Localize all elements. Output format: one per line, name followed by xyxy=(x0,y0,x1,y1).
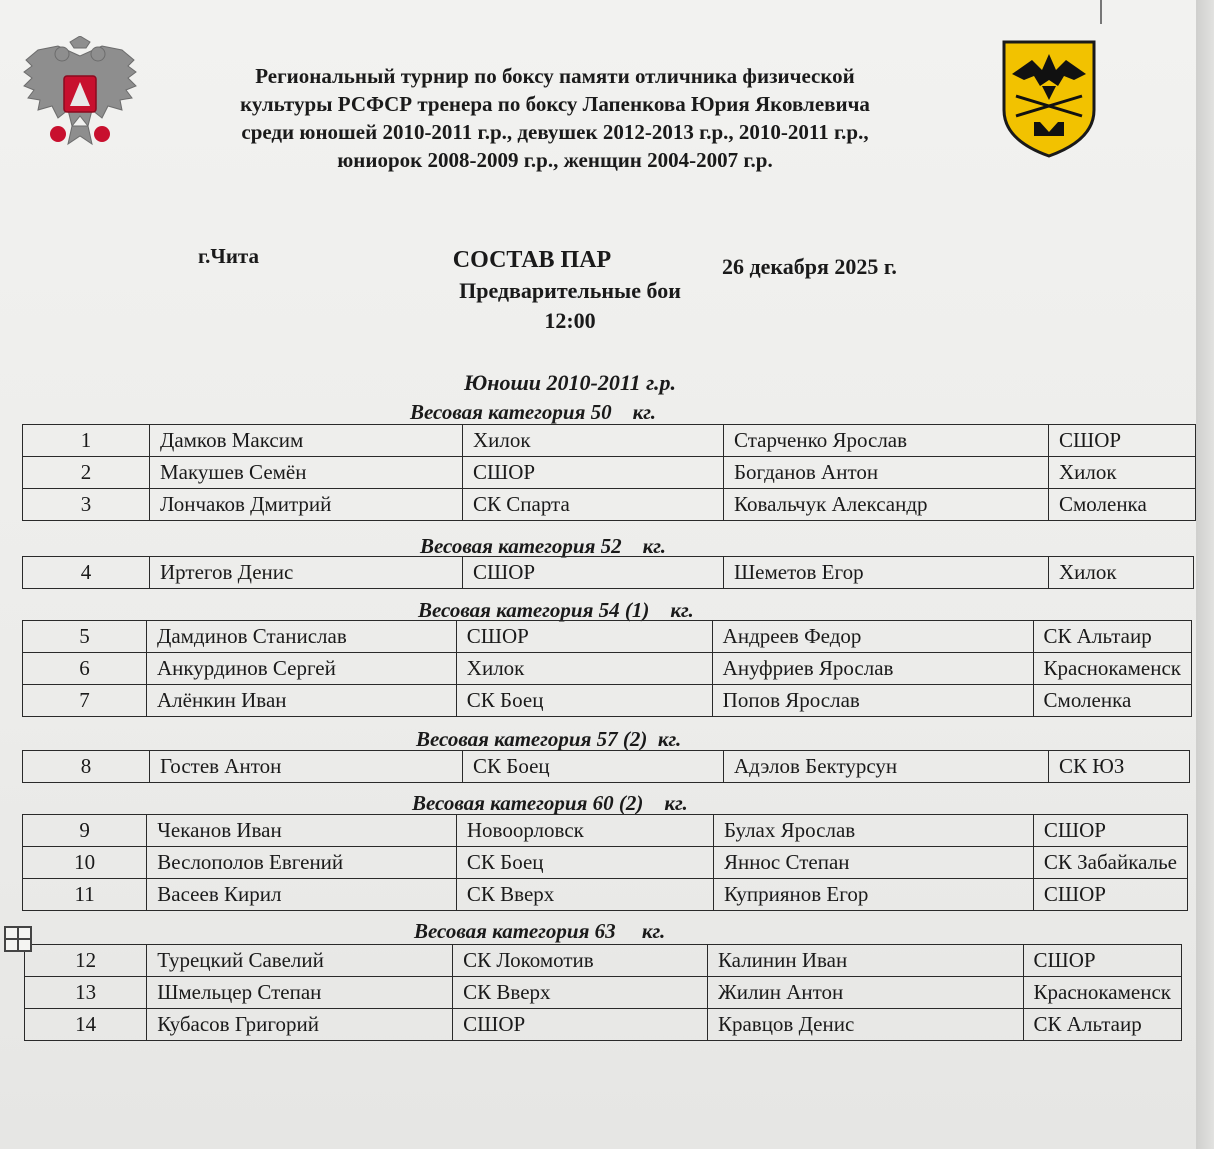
boxer-red-name: Лончаков Дмитрий xyxy=(150,489,463,521)
boxer-red-name: Шмельцер Степан xyxy=(147,977,453,1009)
boxer-red-club: СК Боец xyxy=(456,847,713,879)
title-line: юниорок 2008-2009 г.р., женщин 2004-2007 г.р. xyxy=(337,148,773,172)
boxer-red-name: Чеканов Иван xyxy=(147,815,457,847)
table-row xyxy=(23,815,1188,847)
boxer-red-club: СШОР xyxy=(456,621,712,653)
pair-number: 5 xyxy=(23,621,147,653)
boxer-red-name: Веслополов Евгений xyxy=(147,847,457,879)
table-row xyxy=(23,557,1194,589)
pairs-table xyxy=(22,814,1188,911)
pair-number: 12 xyxy=(25,945,147,977)
boxer-blue-name: Янноc Степан xyxy=(713,847,1033,879)
boxer-blue-name: Жилин Антон xyxy=(707,977,1023,1009)
pairs-table xyxy=(22,620,1192,717)
page-edge xyxy=(1196,0,1214,1149)
boxer-blue-name: Попов Ярослав xyxy=(712,685,1033,717)
group-title: Юноши 2010-2011 г.р. xyxy=(464,370,676,395)
boxer-red-club: СК Боец xyxy=(456,685,712,717)
boxer-red-name: Турецкий Савелий xyxy=(147,945,453,977)
boxer-red-name: Анкурдинов Сергей xyxy=(147,653,457,685)
boxer-blue-name: Ануфриев Ярослав xyxy=(712,653,1033,685)
title-line: Региональный турнир по боксу памяти отличника физической xyxy=(255,64,855,88)
boxer-red-club: СК Вверх xyxy=(453,977,708,1009)
boxer-red-club: Хилок xyxy=(456,653,712,685)
boxer-red-club: Хилок xyxy=(463,425,724,457)
title-line: среди юношей 2010-2011 г.р., девушек 2012-2013 г.р., 2010-2011 г.р., xyxy=(241,120,869,144)
boxer-blue-club: Краснокаменск xyxy=(1033,653,1191,685)
boxer-red-club: СК Спарта xyxy=(463,489,724,521)
table-row xyxy=(23,685,1192,717)
pair-number: 2 xyxy=(23,457,150,489)
boxer-blue-name: Куприянов Егор xyxy=(713,879,1033,911)
boxer-blue-club: СК Альтаир xyxy=(1033,621,1191,653)
boxer-red-name: Алёнкин Иван xyxy=(147,685,457,717)
pair-number: 14 xyxy=(25,1009,147,1041)
boxer-red-name: Кубасов Григорий xyxy=(147,1009,453,1041)
boxer-blue-club: СШОР xyxy=(1049,425,1196,457)
boxer-red-club: СШОР xyxy=(453,1009,708,1041)
boxer-blue-club: Смоленка xyxy=(1049,489,1196,521)
boxer-blue-name: Богданов Антон xyxy=(724,457,1049,489)
table-row xyxy=(23,457,1196,489)
pair-number: 8 xyxy=(23,751,150,783)
boxer-blue-name: Калинин Иван xyxy=(707,945,1023,977)
table-row xyxy=(23,489,1196,521)
boxer-red-name: Васеев Кирил xyxy=(147,879,457,911)
city: г.Чита xyxy=(198,244,260,268)
boxer-blue-club: СК Альтаир xyxy=(1023,1009,1181,1041)
table-row xyxy=(23,653,1192,685)
weight-category-title: Весовая категория 54 (1) кг. xyxy=(418,598,694,622)
weight-category-title: Весовая категория 57 (2) кг. xyxy=(416,727,682,751)
pairs-table xyxy=(22,424,1196,521)
pairs-table xyxy=(22,750,1190,783)
table-row xyxy=(25,945,1182,977)
boxer-blue-club: СК Забайкалье xyxy=(1033,847,1187,879)
heading-block xyxy=(400,244,740,336)
text-cursor xyxy=(1100,0,1102,24)
pair-number: 3 xyxy=(23,489,150,521)
subheading: Предварительные бои xyxy=(459,278,681,303)
boxer-red-club: СК Боец xyxy=(463,751,724,783)
pair-number: 9 xyxy=(23,815,147,847)
boxer-blue-name: Андреев Федор xyxy=(712,621,1033,653)
boxer-blue-club: СШОР xyxy=(1023,945,1181,977)
pair-number: 11 xyxy=(23,879,147,911)
boxer-blue-club: Хилок xyxy=(1049,457,1196,489)
event-date: 26 декабря 2025 г. xyxy=(722,254,897,279)
boxer-red-club: СК Вверх xyxy=(456,879,713,911)
boxer-blue-name: Шеметов Егор xyxy=(724,557,1049,589)
boxer-red-club: СК Локомотив xyxy=(453,945,708,977)
boxer-blue-club: Смоленка xyxy=(1033,685,1191,717)
boxer-blue-name: Ковальчук Александр xyxy=(724,489,1049,521)
heading: СОСТАВ ПАР xyxy=(452,247,612,273)
boxer-red-name: Дамков Максим xyxy=(150,425,463,457)
table-row xyxy=(25,977,1182,1009)
pair-number: 10 xyxy=(23,847,147,879)
table-row xyxy=(23,847,1188,879)
pair-number: 7 xyxy=(23,685,147,717)
boxer-blue-club: СШОР xyxy=(1033,879,1187,911)
eagle-emblem-icon xyxy=(18,36,142,154)
weight-category-title: Весовая категория 52 кг. xyxy=(420,534,667,558)
boxer-blue-name: Кравцов Денис xyxy=(707,1009,1023,1041)
boxer-red-name: Гостев Антон xyxy=(150,751,463,783)
boxer-red-club: СШОР xyxy=(463,557,724,589)
table-move-handle-icon[interactable] xyxy=(4,926,32,952)
weight-category-title: Весовая категория 50 кг. xyxy=(410,400,657,424)
boxer-red-name: Иртегов Денис xyxy=(150,557,463,589)
title-line: культуры РСФСР тренера по боксу Лапенкова Юрия Яковлевича xyxy=(240,92,870,116)
pairs-table xyxy=(22,556,1194,589)
weight-category-title: Весовая категория 60 (2) кг. xyxy=(412,791,688,815)
table-row xyxy=(23,621,1192,653)
boxer-red-name: Дамдинов Станислав xyxy=(147,621,457,653)
boxer-red-club: Новоорловск xyxy=(456,815,713,847)
pair-number: 6 xyxy=(23,653,147,685)
table-row xyxy=(23,879,1188,911)
pair-number: 4 xyxy=(23,557,150,589)
boxer-blue-name: Старченко Ярослав xyxy=(724,425,1049,457)
boxer-blue-club: Краснокаменск xyxy=(1023,977,1181,1009)
boxer-blue-club: Хилок xyxy=(1049,557,1194,589)
pairs-table xyxy=(24,944,1182,1041)
pair-number: 1 xyxy=(23,425,150,457)
boxer-red-club: СШОР xyxy=(463,457,724,489)
boxer-blue-name: Булах Ярослав xyxy=(713,815,1033,847)
table-row xyxy=(23,751,1190,783)
coat-of-arms-icon xyxy=(1002,40,1096,158)
boxer-blue-club: СК ЮЗ xyxy=(1049,751,1190,783)
boxer-blue-club: СШОР xyxy=(1033,815,1187,847)
boxer-blue-name: Адэлов Бектурсун xyxy=(724,751,1049,783)
pair-number: 13 xyxy=(25,977,147,1009)
start-time: 12:00 xyxy=(544,308,596,333)
table-row xyxy=(25,1009,1182,1041)
tournament-title xyxy=(170,62,940,174)
table-row xyxy=(23,425,1196,457)
weight-category-title: Весовая категория 63 кг. xyxy=(414,919,666,943)
boxer-red-name: Макушев Семён xyxy=(150,457,463,489)
